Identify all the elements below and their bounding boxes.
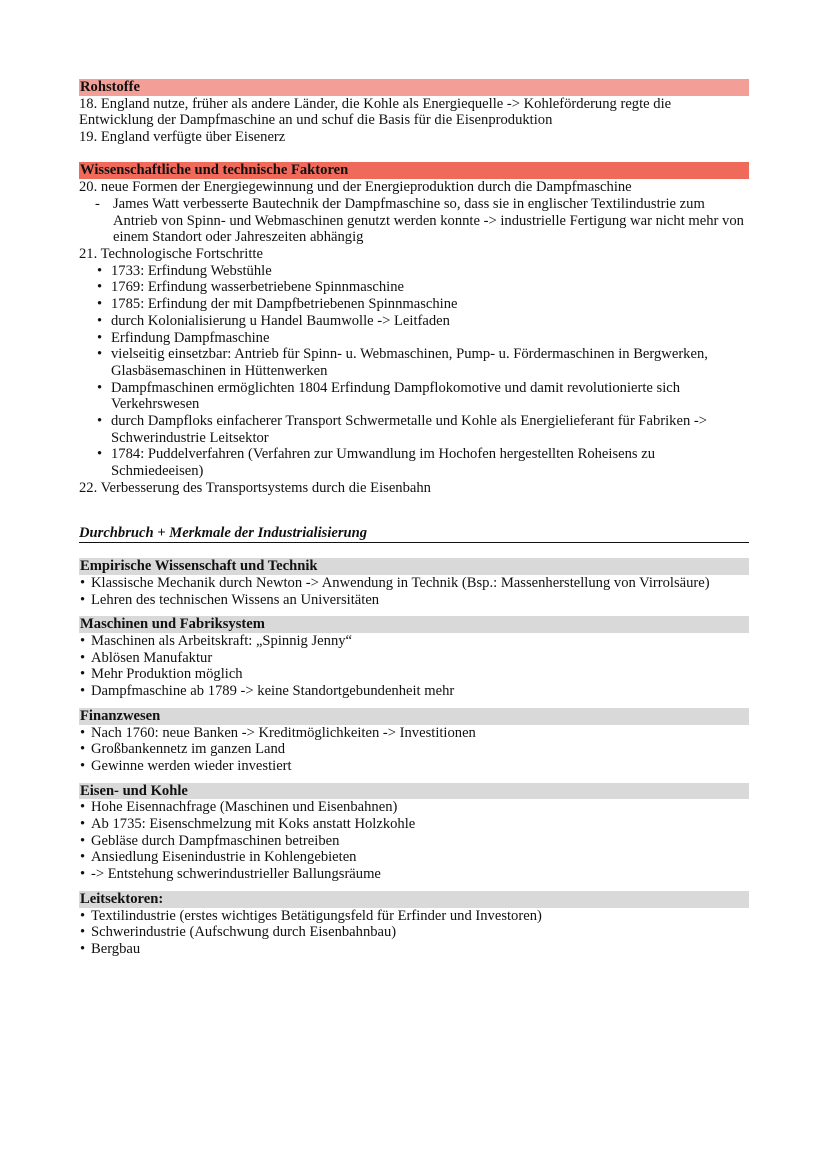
item-19: 19. England verfügte über Eisenerz [79,129,286,146]
list-item: • Ab 1735: Eisenschmelzung mit Koks anstatt Holzkohle [79,816,749,833]
list-item: • Maschinen als Arbeitskraft: „Spinnig Jenny“ [79,633,749,650]
list-item: • Erfindung Dampfmaschine [79,330,749,347]
section-header: Finanzwesen [79,708,749,725]
section-header: Leitsektoren: [79,891,749,908]
section-header: Maschinen und Fabriksystem [79,616,749,633]
section-leitsektoren [79,891,749,958]
list-item: • Ablösen Manufaktur [79,650,749,667]
list-item: • Lehren des technischen Wissens an Universitäten [79,592,749,609]
list-item: • Schwerindustrie (Aufschwung durch Eisenbahnbau) [79,924,749,941]
item-18: 18. England nutze, früher als andere Länder, die Kohle als Energiequelle -> Kohleförderung regte die Entwicklung der Dampfmaschine an und schuf die Basis für die Eisenproduktion [79,95,672,129]
document-page [79,79,749,958]
list-item: • Großbankennetz im ganzen Land [79,741,749,758]
list-item: • Dampfmaschinen ermöglichten 1804 Erfindung Dampflokomotive und damit revolutionierte sich Verkehrswesen [79,380,749,413]
list-item: • Ansiedlung Eisenindustrie in Kohlengebieten [79,849,749,866]
section-finanzwesen [79,708,749,775]
list-item: • Mehr Produktion möglich [79,666,749,683]
section-eisen-kohle [79,783,749,883]
list-item: • 1785: Erfindung der mit Dampfbetriebenen Spinnmaschine [79,296,749,313]
list-item: • Gebläse durch Dampfmaschinen betreiben [79,833,749,850]
section-header: Empirische Wissenschaft und Technik [79,558,749,575]
main-section-title: Durchbruch + Merkmale der Industrialisierung [79,525,749,544]
item-20: 20. neue Formen der Energiegewinnung und der Energieproduktion durch die Dampfmaschine [79,179,632,196]
list-item: • vielseitig einsetzbar: Antrieb für Spinn- u. Webmaschinen, Pump- u. Fördermaschinen in Bergwerken, Glasbäsemaschinen in Hüttenwerken [79,346,749,379]
list-item: • durch Kolonialisierung u Handel Baumwolle -> Leitfaden [79,313,749,330]
list-item: • 1769: Erfindung wasserbetriebene Spinnmaschine [79,279,749,296]
list-item-21 [79,263,749,480]
list-item: • Bergbau [79,941,749,958]
item-22: 22. Verbesserung des Transportsystems durch die Eisenbahn [79,479,431,496]
list-item: • Klassische Mechanik durch Newton -> Anwendung in Technik (Bsp.: Massenherstellung von Virrolsäure) [79,575,749,592]
list-item: • Hohe Eisennachfrage (Maschinen und Eisenbahnen) [79,799,749,816]
section-header-wissenschaft: Wissenschaftliche und technische Faktoren [79,162,749,179]
item-21: 21. Technologische Fortschritte [79,245,263,262]
item-20-sub: - James Watt verbesserte Bautechnik der Dampfmaschine so, dass sie in englischer Textilindustrie zum Antrieb von Spinn- und Webmaschinen genutzt werden konnte -> industrielle Fertigung war nicht mehr von einem Standort oder Jahreszeiten abhängig [79,196,749,246]
list-item: • Nach 1760: neue Banken -> Kreditmöglichkeiten -> Investitionen [79,725,749,742]
section-empirische-wissenschaft [79,558,749,608]
section-header: Eisen- und Kohle [79,783,749,800]
list-item: • Textilindustrie (erstes wichtiges Betätigungsfeld für Erfinder und Investoren) [79,908,749,925]
list-item: • Dampfmaschine ab 1789 -> keine Standortgebundenheit mehr [79,683,749,700]
list-item: • Gewinne werden wieder investiert [79,758,749,775]
list-item: • 1784: Puddelverfahren (Verfahren zur Umwandlung im Hochofen hergestellten Roheisens zu Schmiedeeisen) [79,446,749,479]
list-item: • 1733: Erfindung Webstühle [79,263,749,280]
section-header-rohstoffe: Rohstoffe [79,79,749,96]
section-maschinen [79,616,749,700]
list-item: • durch Dampfloks einfacherer Transport Schwermetalle und Kohle als Energielieferant für Fabriken -> Schwerindustrie Leitsektor [79,413,749,446]
list-item: • -> Entstehung schwerindustrieller Ballungsräume [79,866,749,883]
